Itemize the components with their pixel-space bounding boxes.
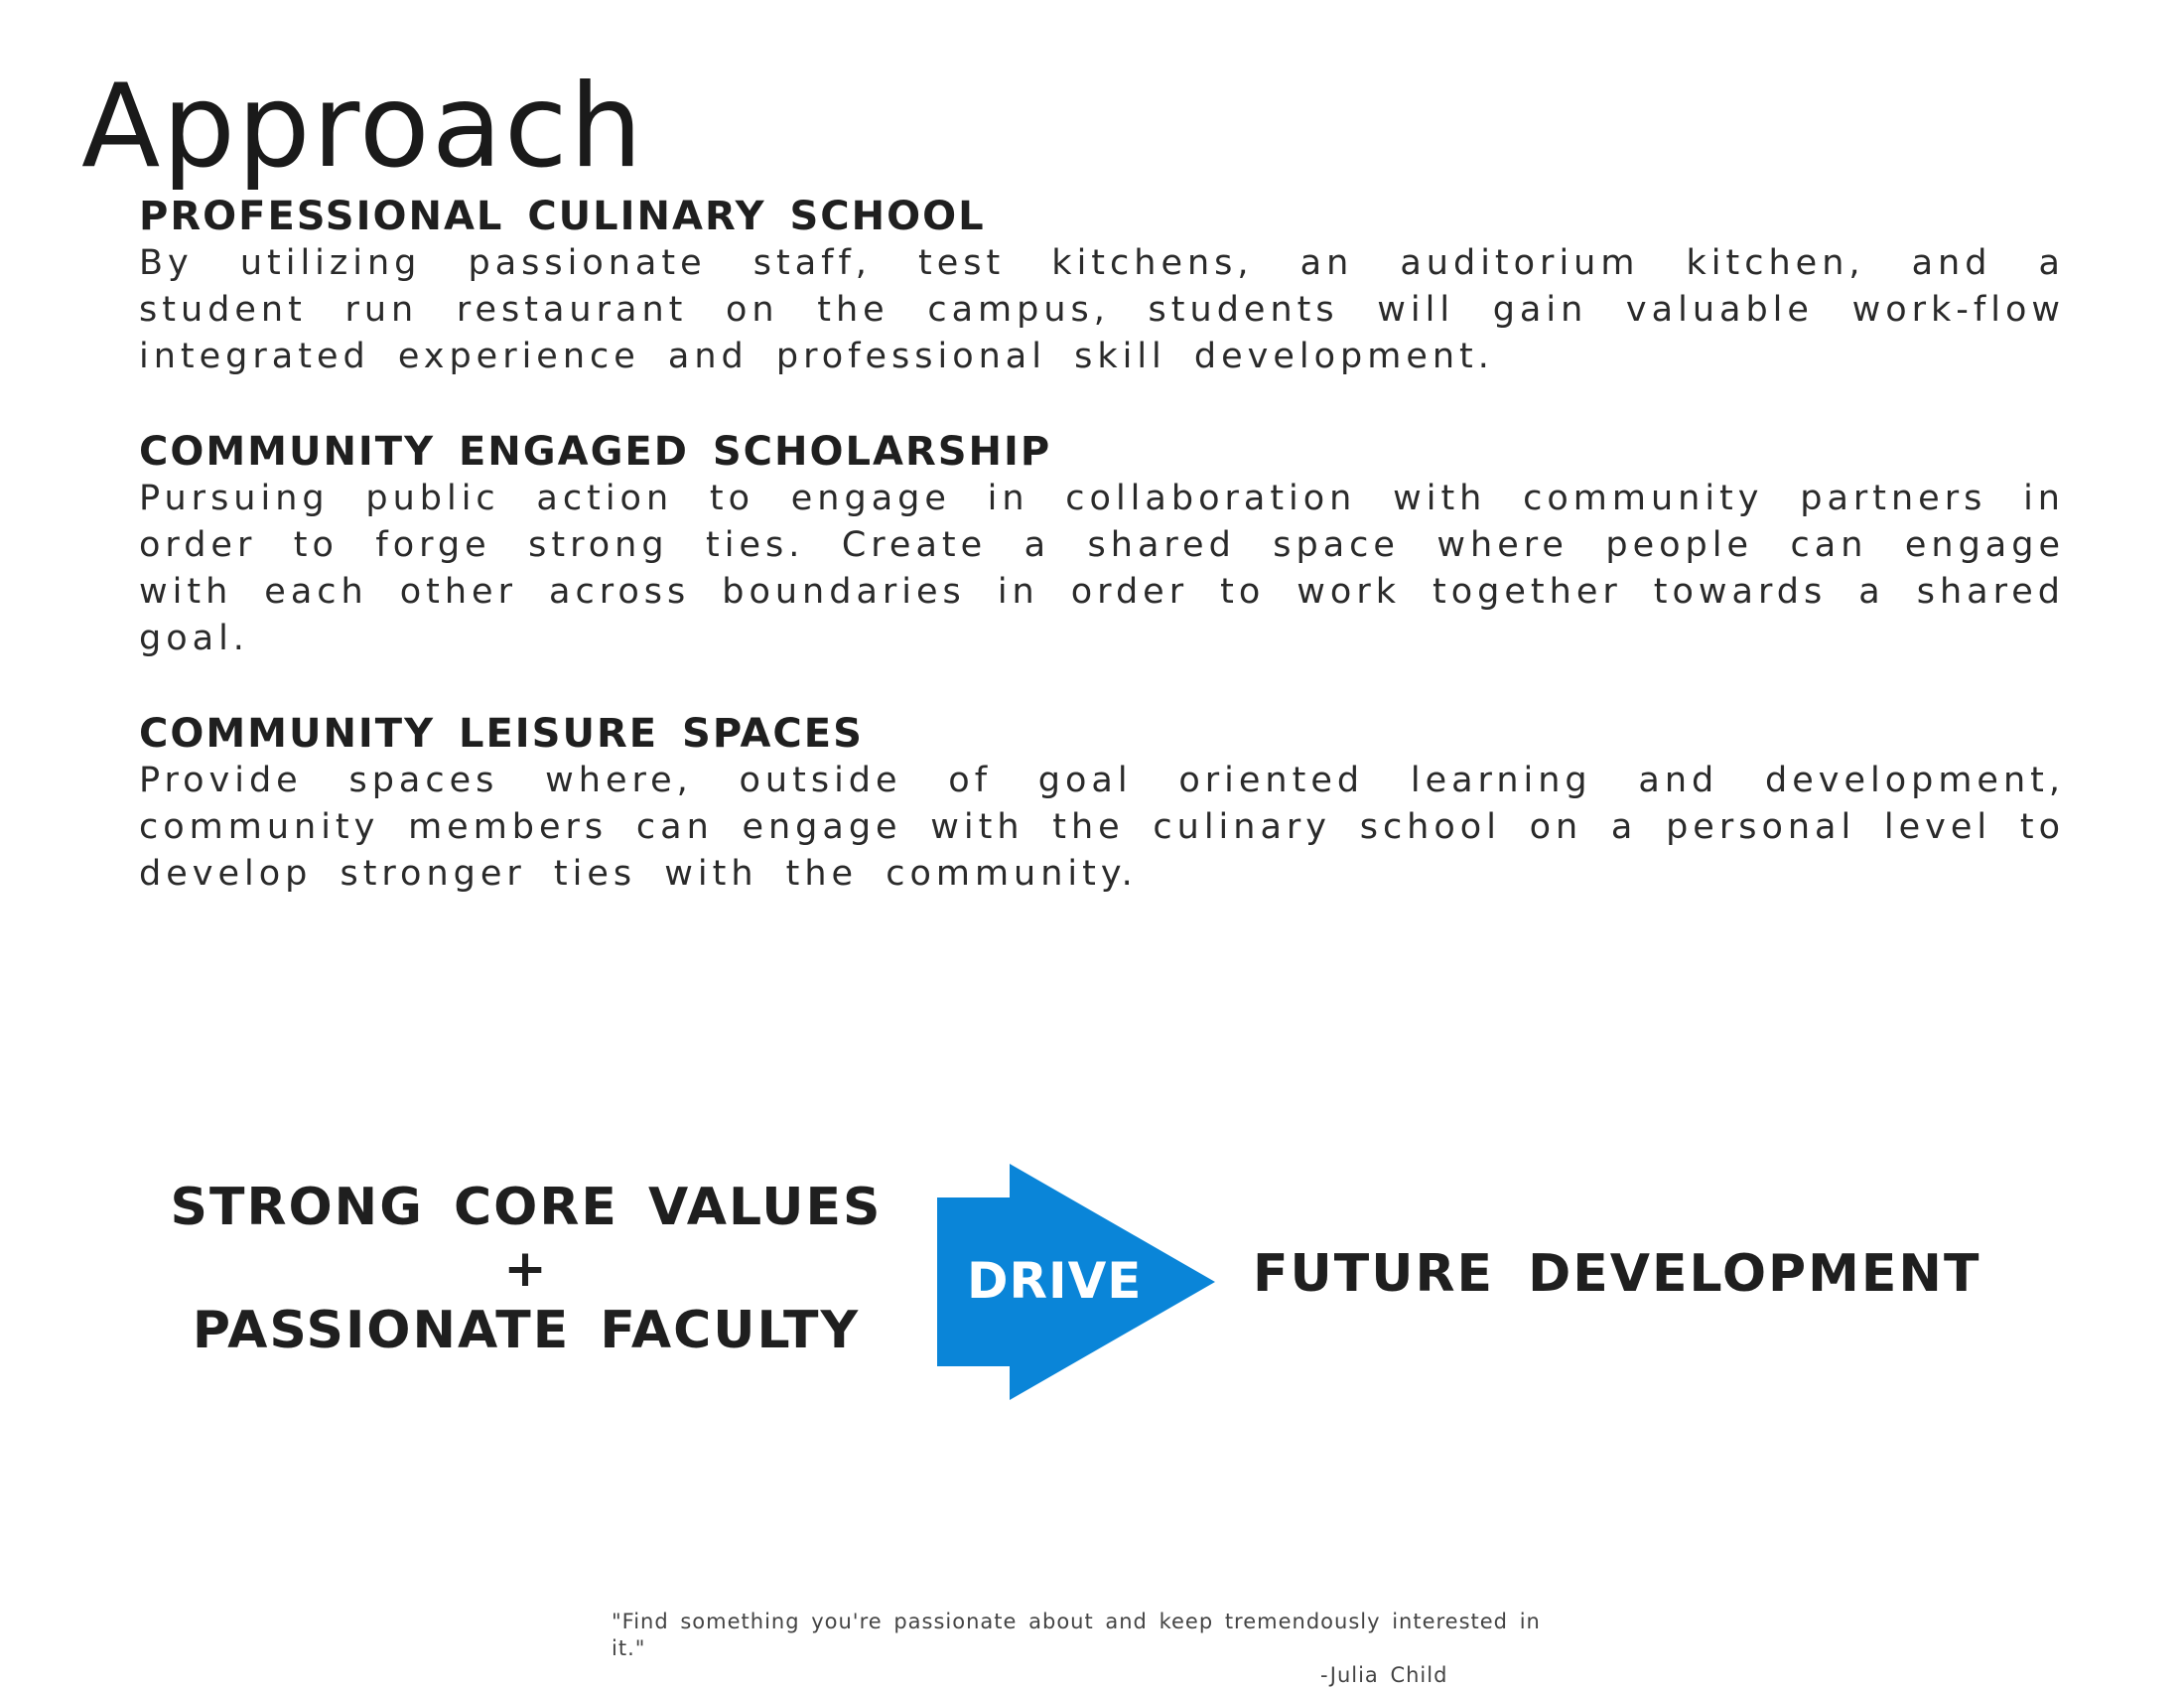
quote-author: -Julia Child [1320, 1663, 1448, 1687]
section-body: Provide spaces where, outside of goal oriented learning and development, community members can engage with the culinary school on a personal level to develop stronger ties with the community. [139, 761, 2065, 894]
formula-outcome: FUTURE DEVELOPMENT [1253, 1244, 1981, 1304]
quote-block [612, 1609, 1584, 1689]
section-community-engaged-scholarship [139, 428, 2065, 662]
section-heading: COMMUNITY ENGAGED SCHOLARSHIP [139, 429, 1052, 475]
arrow-label: DRIVE [967, 1252, 1143, 1310]
section-professional-culinary-school [139, 193, 2065, 380]
section-heading: PROFESSIONAL CULINARY SCHOOL [139, 194, 986, 239]
page-title: Approach [81, 60, 645, 194]
core-values-formula [169, 1177, 884, 1361]
section-community-leisure-spaces [139, 710, 2065, 898]
quote-text: "Find something you're passionate about and keep tremendously interested in it." [612, 1610, 1541, 1660]
formula-core-values: STRONG CORE VALUES [170, 1178, 883, 1237]
formula-passionate-faculty: PASSIONATE FACULTY [192, 1301, 861, 1360]
drive-arrow [937, 1164, 1215, 1400]
section-heading: COMMUNITY LEISURE SPACES [139, 711, 864, 757]
approach-sections [139, 193, 2065, 945]
section-body: Pursuing public action to engage in collaboration with community partners in order to forge strong ties. Create a shared space where people can engage with each other across boundaries in order to work together towards a shared goal. [139, 479, 2065, 658]
section-body: By utilizing passionate staff, test kitchens, an auditorium kitchen, and a student run restaurant on the campus, students will gain valuable work-flow integrated experience and professional skill development. [139, 243, 2065, 376]
formula-plus: + [503, 1239, 549, 1299]
